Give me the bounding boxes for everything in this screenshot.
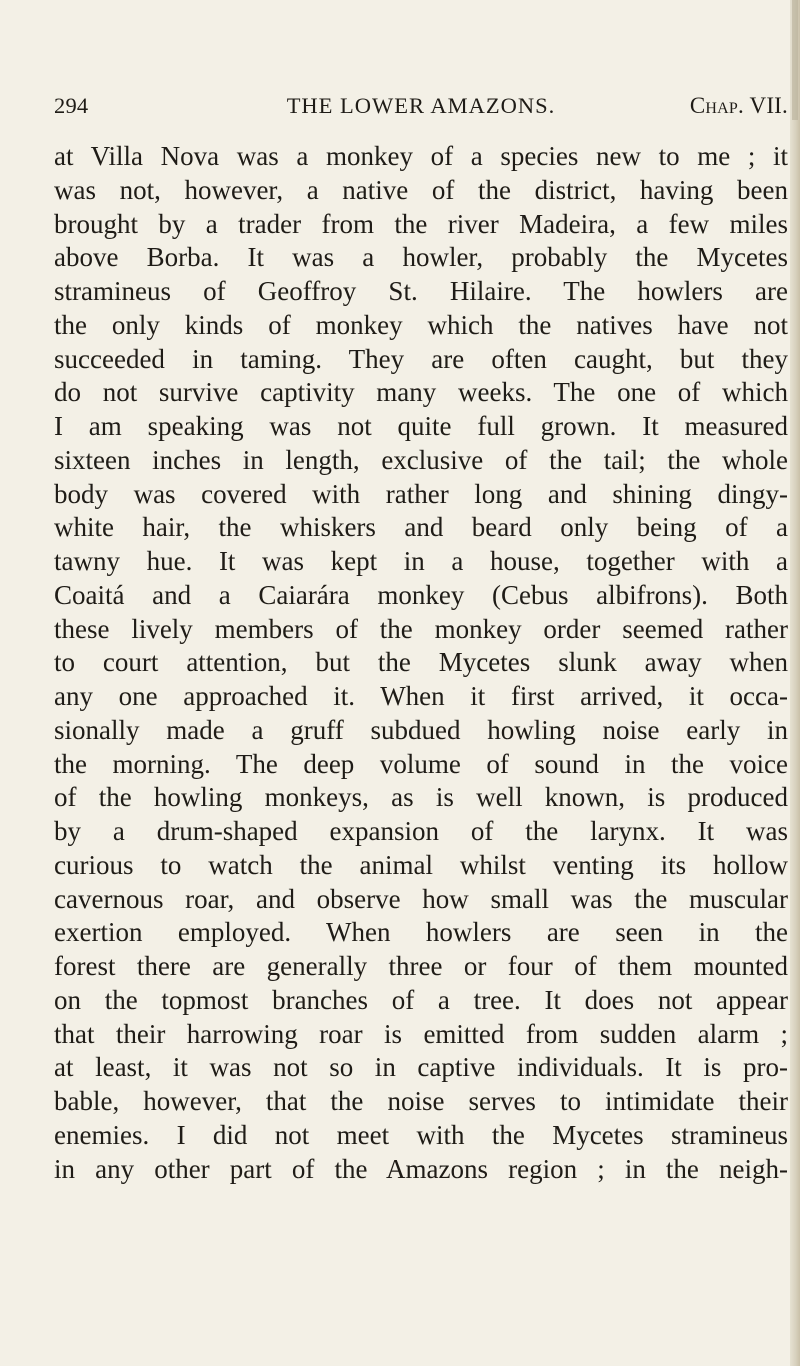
body-text bbox=[54, 140, 788, 1186]
text-line: at Villa Nova was a monkey of a species new to me ; it bbox=[54, 141, 788, 171]
text-line: to court attention, but the Mycetes slunk away when bbox=[54, 647, 788, 678]
text-line: the morning. The deep volume of sound in the voice bbox=[54, 748, 788, 779]
text-line: forest there are generally three or four of them mounted bbox=[54, 951, 788, 981]
text-line: at least, it was not so in captive individuals. It is pro- bbox=[54, 1052, 788, 1083]
text-line: in any other part of the Amazons region ; in the neigh- bbox=[54, 1153, 788, 1184]
text-line: bable, however, that the noise serves to intimidate their bbox=[54, 1086, 788, 1116]
text-line: enemies. I did not meet with the Mycetes stramineus bbox=[54, 1119, 788, 1150]
text-line: the only kinds of monkey which the natives have not bbox=[54, 309, 788, 340]
running-title: THE LOWER AMAZONS. bbox=[286, 93, 556, 118]
page-number: 294 bbox=[54, 93, 89, 118]
text-line: I am speaking was not quite full grown. It measured bbox=[54, 411, 788, 441]
text-line: on the topmost branches of a tree. It does not appear bbox=[54, 984, 788, 1015]
text-line: brought by a trader from the river Madeira, a few miles bbox=[54, 208, 788, 239]
text-line: sionally made a gruff subdued howling noise early in bbox=[54, 714, 788, 745]
text-line: of the howling monkeys, as is well known, is produced bbox=[54, 782, 788, 813]
text-line: succeeded in taming. They are often caught, but they bbox=[54, 343, 788, 374]
text-line: cavernous roar, and observe how small was the muscular bbox=[54, 883, 788, 914]
text-line: above Borba. It was a howler, probably the Mycetes bbox=[54, 242, 788, 273]
text-line: do not survive captivity many weeks. The one of which bbox=[54, 377, 788, 408]
text-line: stramineus of Geoffroy St. Hilaire. The howlers are bbox=[54, 276, 788, 306]
text-line: that their harrowing roar is emitted from sudden alarm ; bbox=[54, 1018, 788, 1049]
page-edge bbox=[790, 0, 800, 1366]
text-line: by a drum-shaped expansion of the larynx. It was bbox=[54, 816, 788, 846]
text-line: was not, however, a native of the district, having been bbox=[54, 174, 788, 205]
text-line: curious to watch the animal whilst venting its hollow bbox=[54, 849, 788, 880]
text-line: white hair, the whiskers and beard only being of a bbox=[54, 512, 788, 543]
running-header bbox=[54, 90, 788, 122]
text-line: these lively members of the monkey order seemed rather bbox=[54, 613, 788, 644]
text-line: exertion employed. When howlers are seen in the bbox=[54, 917, 788, 948]
text-line: sixteen inches in length, exclusive of the tail; the whole bbox=[54, 444, 788, 475]
text-line: Coaitá and a Caiarára monkey (Cebus albifrons). Both bbox=[54, 579, 788, 610]
text-line: body was covered with rather long and shining dingy- bbox=[54, 478, 788, 509]
text-line: tawny hue. It was kept in a house, together with a bbox=[54, 546, 788, 576]
text-line: any one approached it. When it first arrived, it occa- bbox=[54, 681, 788, 711]
chapter-label: Chap. VII. bbox=[689, 93, 788, 118]
